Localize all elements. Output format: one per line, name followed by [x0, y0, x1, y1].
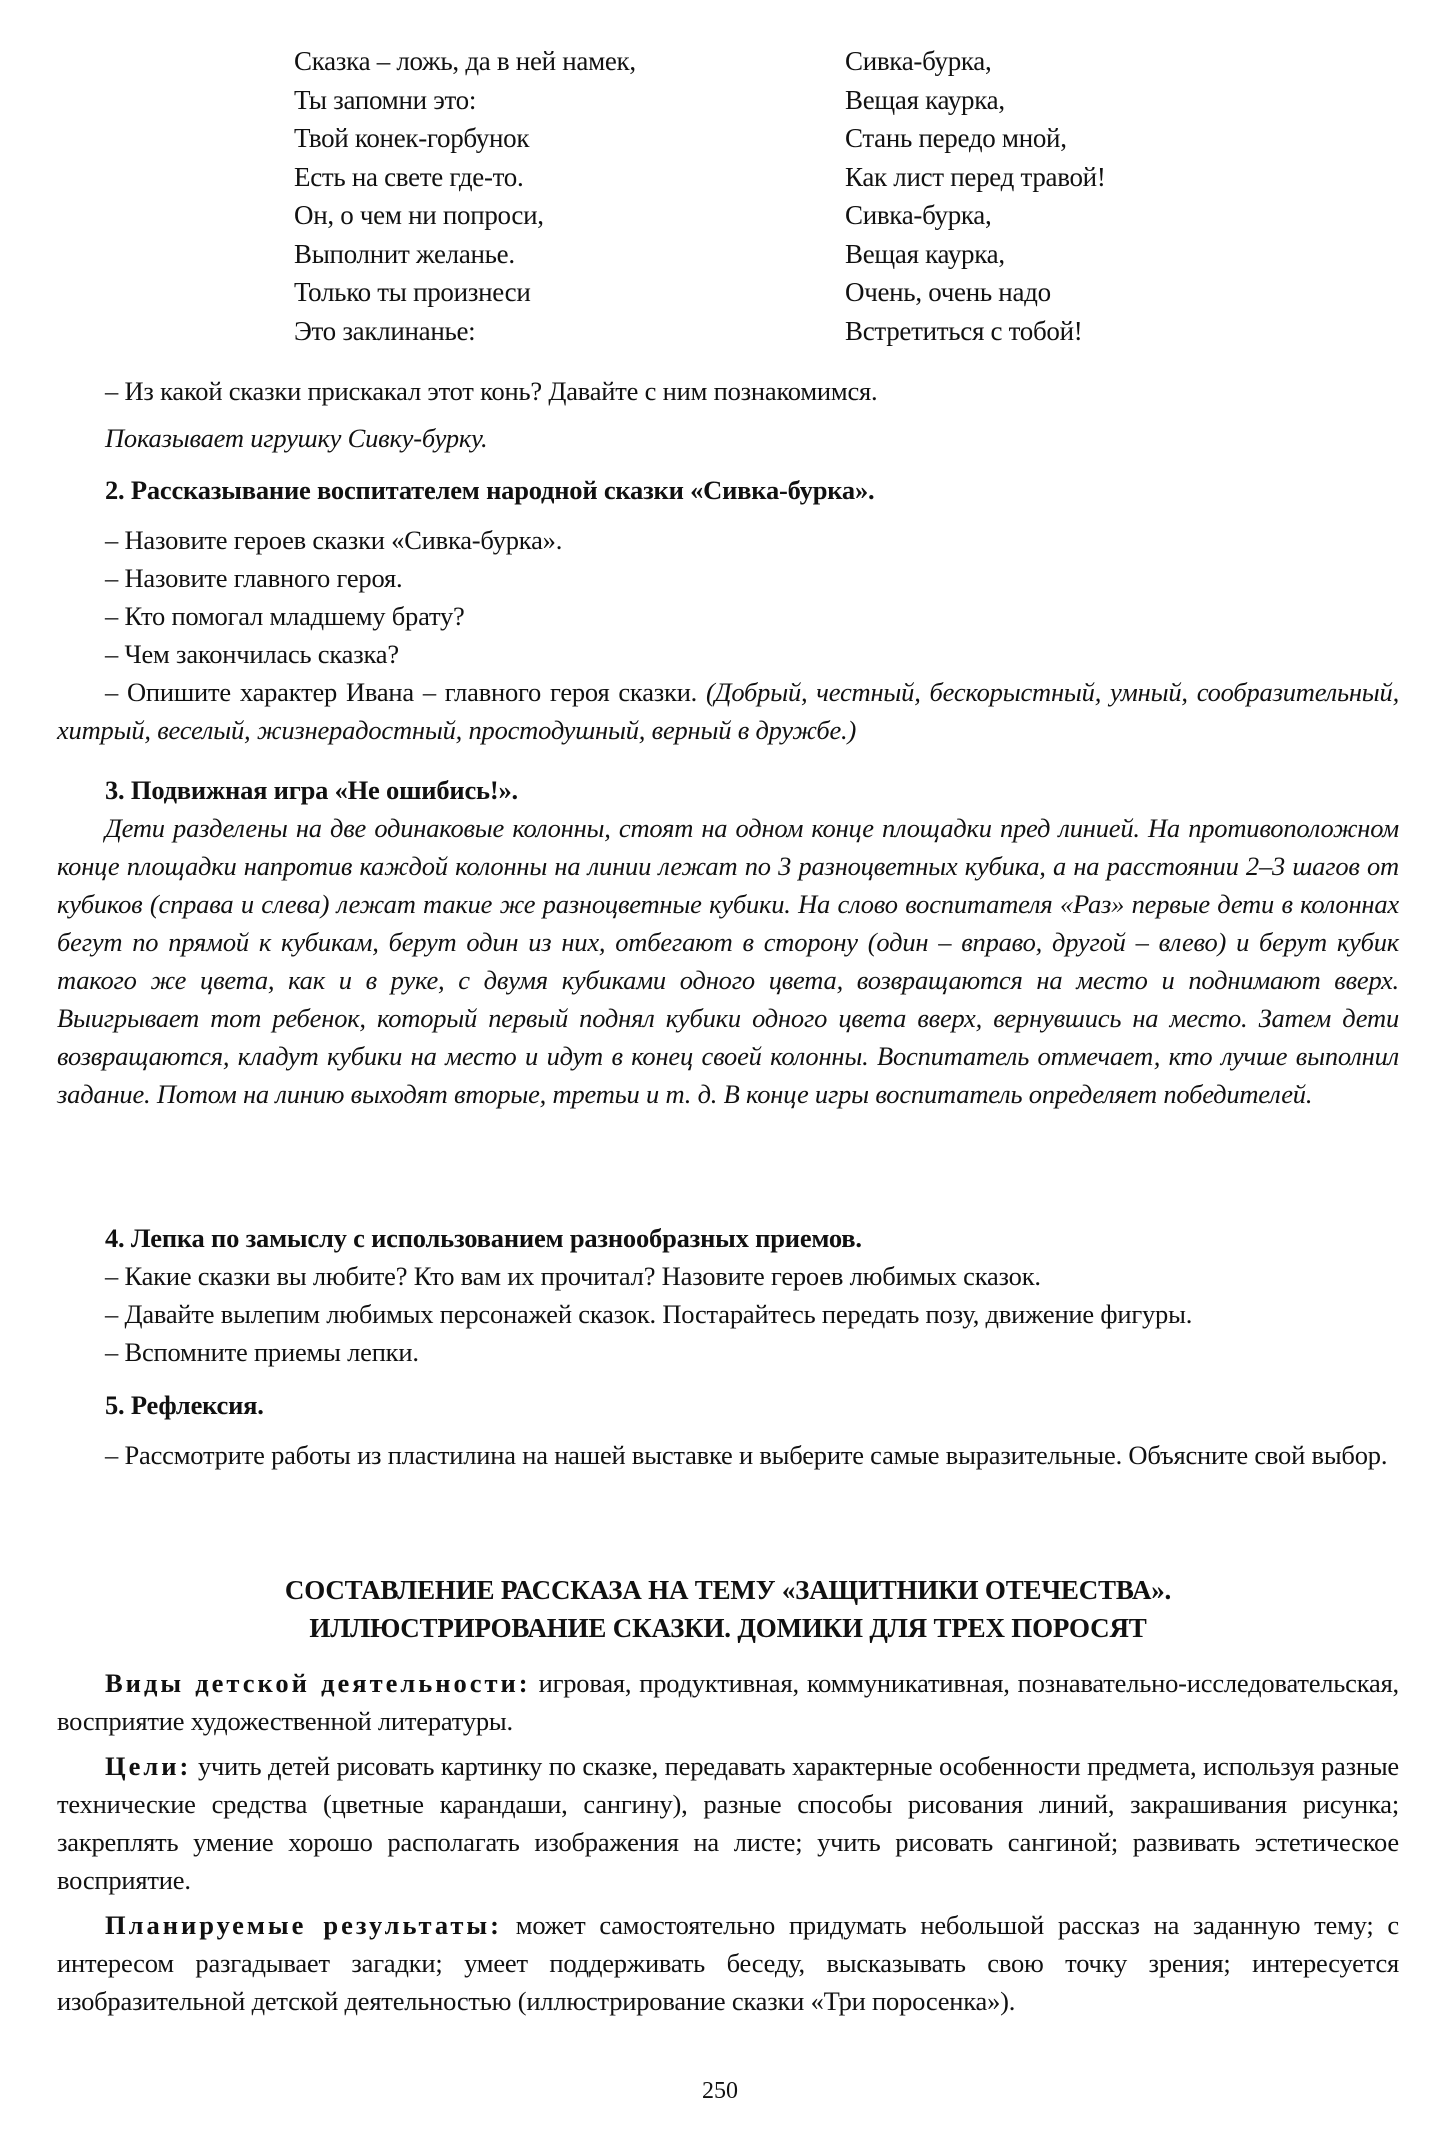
activities-text: игровая, продуктивная, коммуникативная, познавательно-исследовательская, восприятие художественной литературы.	[57, 1668, 1399, 1736]
poem-line: Он, о чем ни попроси,	[294, 200, 544, 230]
section-2-question: – Кто помогал младшему брату?	[105, 601, 465, 631]
lesson-activities	[57, 1664, 1399, 1740]
intro-question: – Из какой сказки прискакал этот конь? Давайте с ним познакомимся.	[105, 376, 878, 406]
poem-line: Очень, очень надо	[845, 277, 1051, 307]
section-3-title: 3. Подвижная игра «Не ошибись!».	[105, 775, 518, 805]
poem-line: Как лист перед травой!	[845, 161, 1106, 192]
goals-label: Цели:	[105, 1751, 192, 1781]
lesson-title-line-1: СОСТАВЛЕНИЕ РАССКАЗА НА ТЕМУ «ЗАЩИТНИКИ ОТЕЧЕСТВА».	[284, 1575, 1172, 1605]
section-4-line: – Давайте вылепим любимых персонажей сказок. Постарайтесь передать позу, движение фигуры.	[105, 1299, 1193, 1329]
poem-line: Вещая каурка,	[845, 84, 1005, 115]
poem-line: Сивка-бурка,	[845, 200, 992, 230]
section-4-title: 4. Лепка по замыслу с использованием разнообразных приемов.	[105, 1223, 862, 1253]
lesson-results	[57, 1906, 1399, 2020]
poem-right-column	[845, 42, 1106, 350]
section-2-question: – Назовите главного героя.	[105, 563, 403, 593]
poem-line: Сказка – ложь, да в ней намек,	[294, 46, 636, 76]
poem-line: Есть на свете где-то.	[294, 161, 524, 192]
section-2-question: – Назовите героев сказки «Сивка-бурка».	[105, 525, 563, 555]
section-5-body: – Рассмотрите работы из пластилина на нашей выставке и выберите самые выразительные. Объясните свой выбор.	[105, 1440, 1388, 1470]
poem-line: Сивка-бурка,	[845, 46, 992, 76]
results-text: может самостоятельно придумать небольшой рассказ на заданную тему; с интересом разгадывает загадки; умеет поддерживать беседу, высказывать свою точку зрения; интересуется изобразительной детской деятельностью (иллюстрирование сказки «Три поросенка»).	[57, 1910, 1399, 2016]
section-4-line: – Какие сказки вы любите? Кто вам их прочитал? Назовите героев любимых сказок.	[105, 1261, 1041, 1291]
stage-direction: Показывает игрушку Сивку-бурку.	[105, 423, 488, 453]
poem-line: Только ты произнеси	[294, 277, 531, 307]
section-3-body: Дети разделены на две одинаковые колонны, стоят на одном конце площадки пред линией. На противоположном конце площадки напротив каждой колонны на линии лежат по 3 разноцветных кубика, а на расстоянии 2–3 шагов от кубиков (справа и слева) лежат такие же разноцветные кубики. На слово воспитателя «Раз» первые дети в колоннах бегут по прямой к кубикам, берут один из них, отбегают в сторону (один – вправо, другой – влево) и берут кубик такого же цвета, как и в руке, с двумя кубиками одного цвета, возвращаются на место и поднимают вверх. Выигрывает тот ребенок, который первый поднял кубики одного цвета вверх, вернувшись на место. Затем дети возвращаются, кладут кубики на место и идут в конец своей колонны. Воспитатель отмечает, кто лучше выполнил задание. Потом на линию выходят вторые, третьи и т. д. В конце игры воспитатель определяет победителей.	[57, 813, 1399, 1109]
lesson-title-line-2: ИЛЛЮСТРИРОВАНИЕ СКАЗКИ. ДОМИКИ ДЛЯ ТРЕХ ПОРОСЯТ	[309, 1613, 1147, 1643]
section-4-line: – Вспомните приемы лепки.	[105, 1337, 419, 1367]
poem-line: Стань передо мной,	[845, 123, 1067, 153]
lesson-goals	[57, 1747, 1399, 1899]
page-number: 250	[702, 2078, 738, 2104]
answer-text: (Добрый, честный, бескорыстный, умный, сообразительный, хитрый, веселый, жизнерадостный, простодушный, верный в дружбе.)	[57, 677, 1399, 745]
poem-line: Выполнит желанье.	[294, 238, 515, 269]
poem-line: Это заклинанье:	[294, 315, 476, 346]
poem-line: Ты запомни это:	[294, 84, 477, 115]
section-5-title: 5. Рефлексия.	[105, 1390, 264, 1420]
results-label: Планируемые результаты:	[105, 1910, 502, 1940]
poem-line: Вещая каурка,	[845, 238, 1005, 269]
activities-label: Виды детской деятельности:	[105, 1668, 531, 1698]
section-2-character-question	[57, 673, 1399, 749]
poem-line: Твой конек-горбунок	[294, 123, 530, 153]
goals-text: учить детей рисовать картинку по сказке, передавать характерные особенности предмета, используя разные технические средства (цветные карандаши, сангину), разные способы рисования линий, закрашивания рисунка; закреплять умение хорошо располагать изображения на листе; учить рисовать сангиной; развивать эстетическое восприятие.	[57, 1751, 1399, 1895]
poem-block	[294, 42, 1294, 350]
poem-line: Встретиться с тобой!	[845, 315, 1083, 346]
poem-left-column	[294, 42, 845, 350]
section-2-question: – Чем закончилась сказка?	[105, 639, 399, 669]
section-2-title: 2. Рассказывание воспитателем народной сказки «Сивка-бурка».	[105, 475, 875, 505]
question-text: – Опишите характер Ивана – главного героя сказки.	[105, 677, 698, 707]
